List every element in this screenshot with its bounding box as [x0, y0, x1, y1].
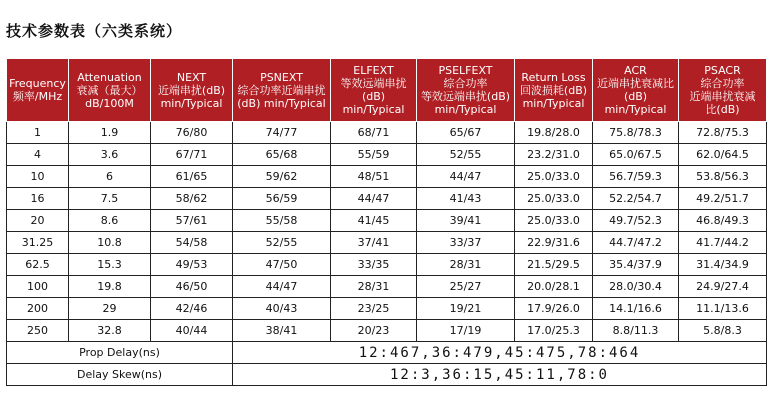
table-cell: 65.0/67.5 — [593, 144, 679, 166]
table-cell: 19.8/28.0 — [515, 122, 593, 144]
column-header-line: 近端串扰衰减比 — [597, 77, 674, 90]
table-cell: 37/41 — [331, 232, 417, 254]
table-row — [7, 122, 767, 144]
table-cell: 74/77 — [233, 122, 331, 144]
column-header-line: min/Typical — [160, 96, 223, 110]
table-cell: 44/47 — [331, 188, 417, 210]
column-header-line: min/Typical — [522, 96, 585, 110]
footer-value: 12:467,36:479,45:475,78:464 — [233, 342, 767, 364]
table-cell: 41/43 — [417, 188, 515, 210]
table-cell: 28.0/30.4 — [593, 276, 679, 298]
table-footer — [7, 342, 767, 386]
table-cell: 76/80 — [151, 122, 233, 144]
table-cell: 28/31 — [331, 276, 417, 298]
table-cell: 6 — [69, 166, 151, 188]
table-cell: 56.7/59.3 — [593, 166, 679, 188]
table-cell: 5.8/8.3 — [679, 320, 767, 342]
column-header-line: 近端串扰衰减 — [689, 90, 756, 103]
table-cell: 100 — [7, 276, 69, 298]
table-cell: 3.6 — [69, 144, 151, 166]
table-cell: 49.2/51.7 — [679, 188, 767, 210]
column-header-line: NEXT — [176, 70, 207, 84]
table-row — [7, 320, 767, 342]
column-header-line: min/Typical — [434, 103, 497, 116]
column-header-line: PSACR — [704, 64, 741, 77]
table-cell: 19.8 — [69, 276, 151, 298]
table-cell: 47/50 — [233, 254, 331, 276]
column-header-line: PSELFEXT — [438, 64, 493, 77]
table-cell: 49/53 — [151, 254, 233, 276]
table-row — [7, 210, 767, 232]
table-cell: 22.9/31.6 — [515, 232, 593, 254]
column-header-line: ELFEXT — [353, 64, 394, 77]
table-cell: 19/21 — [417, 298, 515, 320]
table-cell: 67/71 — [151, 144, 233, 166]
table-cell: 72.8/75.3 — [679, 122, 767, 144]
table-cell: 56/59 — [233, 188, 331, 210]
table-cell: 25.0/33.0 — [515, 210, 593, 232]
table-cell: 10.8 — [69, 232, 151, 254]
table-cell: 15.3 — [69, 254, 151, 276]
table-cell: 25/27 — [417, 276, 515, 298]
column-header-line: 衰减（最大） — [76, 83, 143, 97]
table-header-row — [7, 59, 767, 122]
column-header — [593, 59, 679, 122]
table-cell: 75.8/78.3 — [593, 122, 679, 144]
column-header-line: 回波损耗(dB) — [519, 83, 588, 97]
table-cell: 4 — [7, 144, 69, 166]
column-header-line: Frequency — [9, 77, 66, 90]
table-cell: 25.0/33.0 — [515, 166, 593, 188]
table-cell: 46.8/49.3 — [679, 210, 767, 232]
table-row — [7, 166, 767, 188]
spec-table — [6, 58, 767, 386]
table-cell: 40/44 — [151, 320, 233, 342]
table-cell: 55/58 — [233, 210, 331, 232]
table-cell: 49.7/52.3 — [593, 210, 679, 232]
column-header-line: 比(dB) — [705, 103, 740, 116]
table-cell: 8.6 — [69, 210, 151, 232]
table-cell: 41/45 — [331, 210, 417, 232]
table-cell: 20/23 — [331, 320, 417, 342]
column-header — [331, 59, 417, 122]
table-cell: 62.5 — [7, 254, 69, 276]
table-cell: 52.2/54.7 — [593, 188, 679, 210]
table-cell: 55/59 — [331, 144, 417, 166]
table-cell: 39/41 — [417, 210, 515, 232]
table-cell: 250 — [7, 320, 69, 342]
table-cell: 44/47 — [417, 166, 515, 188]
table-cell: 46/50 — [151, 276, 233, 298]
column-header-line: 综合功率近端串扰 — [237, 83, 326, 97]
footer-label: Delay Skew(ns) — [7, 364, 233, 386]
table-row — [7, 188, 767, 210]
table-cell: 32.8 — [69, 320, 151, 342]
column-header-line: dB/100M — [85, 96, 134, 110]
page-title: 技术参数表（六类系统） — [6, 22, 183, 40]
column-header-line: Attenuation — [77, 70, 142, 84]
column-header — [233, 59, 331, 122]
table-cell: 48/51 — [331, 166, 417, 188]
table-row — [7, 144, 767, 166]
column-header-line: 等效远端串扰(dB) — [420, 90, 511, 103]
footer-label: Prop Delay(ns) — [7, 342, 233, 364]
table-cell: 33/37 — [417, 232, 515, 254]
table-cell: 57/61 — [151, 210, 233, 232]
table-cell: 44.7/47.2 — [593, 232, 679, 254]
table-cell: 16 — [7, 188, 69, 210]
table-cell: 200 — [7, 298, 69, 320]
table-cell: 23.2/31.0 — [515, 144, 593, 166]
table-cell: 65/68 — [233, 144, 331, 166]
table-cell: 17/19 — [417, 320, 515, 342]
table-row — [7, 232, 767, 254]
column-header-line: min/Typical — [604, 103, 667, 116]
table-cell: 42/46 — [151, 298, 233, 320]
column-header — [69, 59, 151, 122]
table-cell: 14.1/16.6 — [593, 298, 679, 320]
table-cell: 20 — [7, 210, 69, 232]
table-cell: 1 — [7, 122, 69, 144]
column-header — [515, 59, 593, 122]
column-header-line: 等效远端串扰 — [340, 77, 407, 90]
table-cell: 41.7/44.2 — [679, 232, 767, 254]
column-header — [151, 59, 233, 122]
table-cell: 35.4/37.9 — [593, 254, 679, 276]
table-cell: 53.8/56.3 — [679, 166, 767, 188]
table-cell: 31.25 — [7, 232, 69, 254]
table-cell: 17.0/25.3 — [515, 320, 593, 342]
column-header-line: Return Loss — [521, 70, 586, 84]
table-cell: 52/55 — [417, 144, 515, 166]
column-header — [417, 59, 515, 122]
column-header-line: ACR — [624, 64, 647, 77]
footer-row — [7, 342, 767, 364]
table-row — [7, 298, 767, 320]
footer-row — [7, 364, 767, 386]
column-header — [7, 59, 69, 122]
footer-value: 12:3,36:15,45:11,78:0 — [233, 364, 767, 386]
table-cell: 23/25 — [331, 298, 417, 320]
table-cell: 28/31 — [417, 254, 515, 276]
table-cell: 20.0/28.1 — [515, 276, 593, 298]
table-cell: 33/35 — [331, 254, 417, 276]
table-cell: 68/71 — [331, 122, 417, 144]
column-header-line: (dB) — [623, 90, 648, 103]
table-cell: 11.1/13.6 — [679, 298, 767, 320]
column-header-line: (dB) min/Typical — [237, 96, 326, 110]
column-header-line: 综合功率 — [443, 77, 488, 90]
table-cell: 62.0/64.5 — [679, 144, 767, 166]
table-cell: 65/67 — [417, 122, 515, 144]
table-cell: 8.8/11.3 — [593, 320, 679, 342]
table-cell: 40/43 — [233, 298, 331, 320]
table-body — [7, 122, 767, 342]
table-cell: 17.9/26.0 — [515, 298, 593, 320]
column-header-line: (dB) min/Typical — [342, 90, 405, 116]
table-cell: 10 — [7, 166, 69, 188]
table-cell: 38/41 — [233, 320, 331, 342]
table-cell: 1.9 — [69, 122, 151, 144]
table-cell: 52/55 — [233, 232, 331, 254]
table-cell: 25.0/33.0 — [515, 188, 593, 210]
table-cell: 21.5/29.5 — [515, 254, 593, 276]
table-cell: 31.4/34.9 — [679, 254, 767, 276]
table-row — [7, 276, 767, 298]
table-cell: 59/62 — [233, 166, 331, 188]
table-cell: 24.9/27.4 — [679, 276, 767, 298]
table-cell: 58/62 — [151, 188, 233, 210]
table-cell: 44/47 — [233, 276, 331, 298]
column-header-line: 近端串扰(dB) — [157, 83, 226, 97]
column-header-line: PSNEXT — [260, 70, 303, 84]
column-header-line: 综合功率 — [700, 77, 745, 90]
column-header-line: 频率/MHz — [12, 90, 63, 103]
table-cell: 29 — [69, 298, 151, 320]
table-cell: 61/65 — [151, 166, 233, 188]
table-cell: 54/58 — [151, 232, 233, 254]
table-row — [7, 254, 767, 276]
column-header — [679, 59, 767, 122]
table-cell: 7.5 — [69, 188, 151, 210]
